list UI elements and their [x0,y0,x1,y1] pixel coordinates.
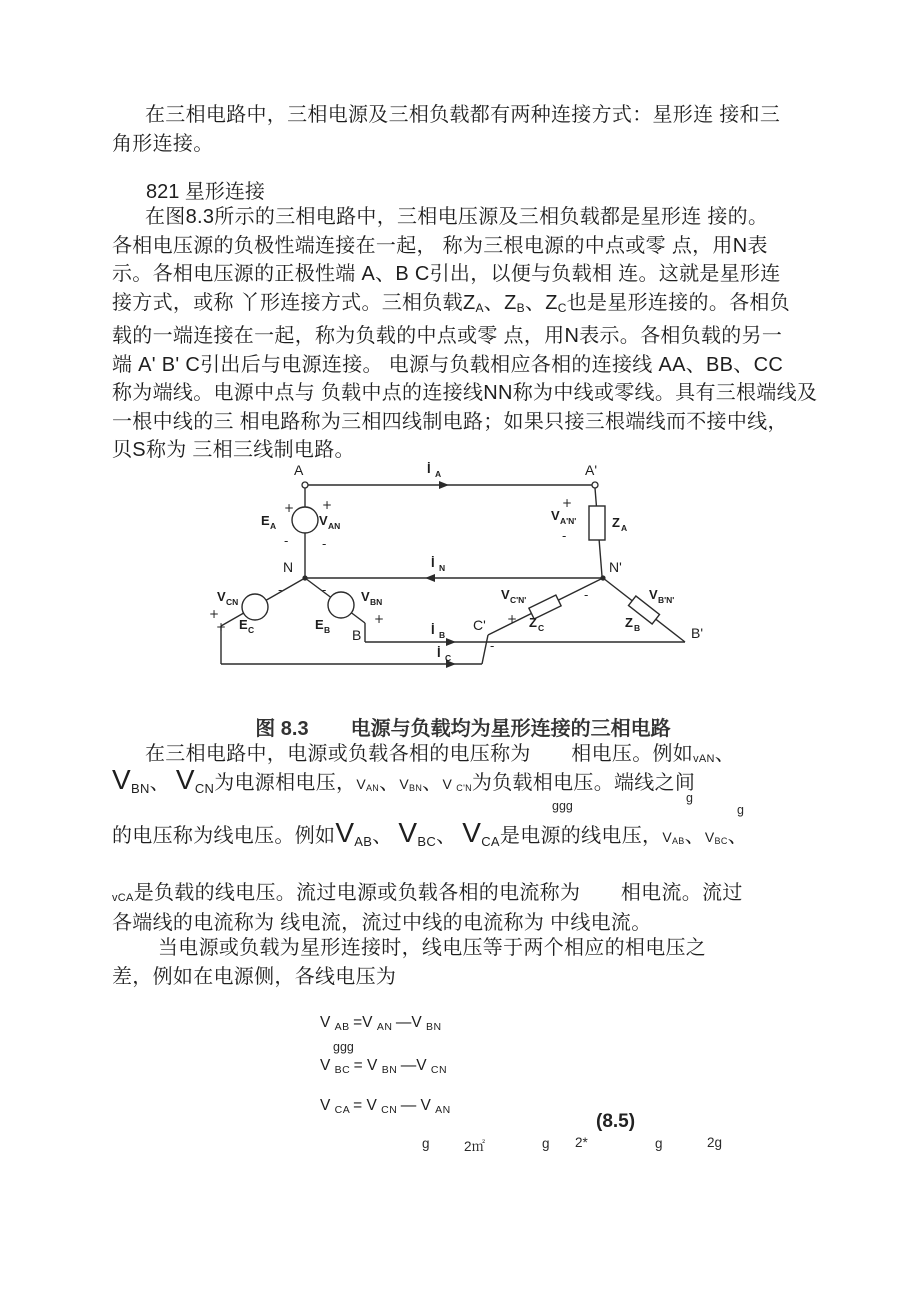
label-van-prime: V [551,508,560,523]
text-line: 的电压称为线电压。例如$V_{AB}$、 $V_{BC}$、 $V_{CA}$是电源的线电压，VAB、VBC、 [112,817,748,849]
polarity-mark: + [284,501,295,515]
label-van: V [319,513,328,528]
scan-artifact: 2㎡ [464,1139,486,1154]
three-phase-circuit-diagram [195,456,715,678]
label-vbn: V [361,589,370,604]
polarity-mark: + [216,620,227,634]
polarity-mark: - [322,537,327,551]
label-za: Z [612,515,620,530]
text-line: 一根中线的三 相电路称为三相四线制电路；如果只接三根端线而不接中线， [112,410,788,433]
scan-artifact: g [737,803,744,817]
polarity-mark: + [374,612,385,626]
label-vbn-prime-sub: B'N' [658,595,675,605]
scan-artifact: ggg [333,1040,354,1054]
text-line: 在三相电路中，三相电源及三相负载都有两种连接方式：星形连 接和三 [145,104,781,126]
text-line: 贝S称为 三相三线制电路。 [112,439,355,461]
label-ic: İ [437,645,441,660]
label-ea-sub: A [270,521,277,531]
label-vbn-sub: BN [370,597,383,607]
arrow-ib [446,638,456,646]
equation-vbc: V BC = V BN —V CN [320,1057,448,1076]
figure-number: 图 8.3 [255,718,309,740]
label-ia: İ [427,461,431,476]
terminal-a-prime [592,482,598,488]
polarity-mark: - [490,639,495,653]
label-eb: E [315,617,324,632]
polarity-mark: + [322,498,333,512]
scan-artifact: ggg [552,799,573,813]
scan-artifact: g [542,1136,550,1151]
polarity-mark: - [562,529,567,543]
label-a-prime: A' [585,462,598,478]
arrow-in [425,574,435,582]
scan-artifact: g [422,1136,430,1151]
impedance-za [589,506,605,540]
label-van-prime-sub: A'N' [560,516,577,526]
polarity-mark: - [284,534,289,548]
scan-artifact: 2* [575,1135,588,1150]
scan-artifact: g [686,791,693,805]
text-line: 各端线的电流称为 线电流，流过中线的电流称为 中线电流。 [112,912,652,934]
label-ib: İ [431,622,435,637]
text-line: 各相电压源的负极性端连接在一起， 称为三根电源的中点或零 点，用N表 [112,234,768,257]
node-n [302,575,307,580]
terminal-a [302,482,308,488]
label-n: N [283,559,294,575]
text-line: vCA是负载的线电压。流过电源或负载各相的电流称为 相电流。流过 [112,882,743,904]
label-vcn-prime: V [501,587,510,602]
polarity-mark: - [278,583,283,597]
label-vcn-sub: CN [226,597,239,607]
label-n-prime: N' [609,559,622,575]
label-zb: Z [625,615,633,630]
text-line: 载的一端连接在一起，称为负载的中点或零 点，用N表示。各相负载的另一 [112,325,783,347]
label-zc-sub: C [538,623,545,633]
text-line: 称为端线。电源中点与 负载中点的连接线NN称为中线或零线。具有三根端线及 [112,382,818,404]
text-line: 角形连接。 [112,132,214,155]
circuit-figure [195,456,715,683]
text-line: $V_{BN}$、 $V_{CN}$为电源相电压，VAN、VBN、V C'N为负载相电压。端线之间 [112,764,696,796]
scan-artifact: g [655,1136,663,1151]
load-impedances [529,506,660,624]
label-in: İ [431,555,435,570]
equation-vca: V CA = V CN — V AN [320,1097,451,1116]
text-line: 差，例如在电源侧，各线电压为 [112,965,397,988]
text-line: 当电源或负载为星形连接时，线电压等于两个相应的相电压之 [158,937,707,959]
label-c-prime: C' [473,617,486,633]
polarity-mark: - [584,588,589,602]
caption-text: 电源与负载均为星形连接的三相电路 [350,718,671,740]
polarity-mark: - [322,583,327,597]
label-ec: E [239,617,248,632]
source-ea [292,507,318,533]
label-b-prime: B' [691,625,704,641]
polarity-mark: + [507,612,518,626]
paragraph-line-voltage-intro [112,934,706,991]
label-vcn-prime-sub: C'N' [510,595,527,605]
scan-artifact: 2g [707,1135,723,1150]
text-line: 接方式，或称 丫形连接方式。三相负载ZA、ZB、ZC也是星形连接的。各相负 [112,291,791,315]
label-za-sub: A [621,523,628,533]
label-ea: E [261,513,270,528]
node-n-prime [600,575,605,580]
equation-vab: V AB =V AN —V BN [320,1014,442,1033]
label-zc: Z [529,615,537,630]
paragraph-intro [112,101,780,158]
label-van-sub: AN [328,521,341,531]
text-line: 在图8.3所示的三相电路中，三相电压源及三相负载都是星形连 接的。 [145,206,769,228]
label-b: B [352,627,362,643]
label-ec-sub: C [248,625,255,635]
label-ia-sub: A [435,469,442,479]
text-line: 示。各相电压源的正极性端 A、B C引出，以便与负载相 连。这就是星形连 [112,263,781,285]
label-vcn: V [217,589,226,604]
text-line: 在三相电路中，电源或负载各相的电压称为 相电压。例如vAN、 [145,743,736,765]
source-eb [328,592,354,618]
label-a: A [294,462,304,478]
text-line: 端 A' B' C引出后与电源连接。 电源与负载相应各相的连接线 AA、BB、CC [112,353,784,376]
equation-number: (8.5) [596,1111,636,1132]
label-eb-sub: B [324,625,331,635]
paragraph-star-connection [112,203,817,465]
label-ib-sub: B [439,630,446,640]
polarity-mark: + [562,496,573,510]
label-in-sub: N [439,563,446,573]
section-heading: 821 星形连接 [146,181,265,203]
arrow-ia [439,481,449,489]
label-vbn-prime: V [649,587,658,602]
label-ic-sub: C [445,653,452,663]
polarity-mark: + [209,607,220,621]
label-zb-sub: B [634,623,641,633]
